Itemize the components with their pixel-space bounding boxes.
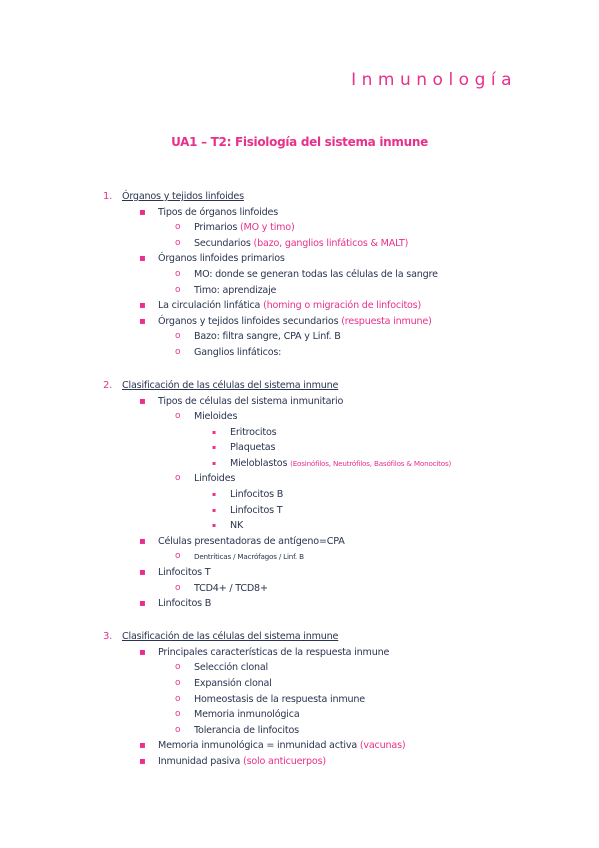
item-text bbox=[158, 645, 389, 661]
item-text bbox=[194, 267, 438, 283]
item-label: Órganos y tejidos linfoides secundarios bbox=[158, 315, 342, 327]
item-text bbox=[194, 549, 304, 565]
item-label: Plaquetas bbox=[230, 442, 276, 454]
list-item bbox=[0, 329, 599, 345]
bullet-icon: ▪ bbox=[139, 206, 146, 218]
item-text bbox=[122, 378, 338, 394]
item-text bbox=[194, 220, 295, 236]
item-label: Mieloides bbox=[194, 411, 238, 423]
list-item bbox=[0, 676, 599, 692]
item-text bbox=[194, 707, 300, 723]
bullet-icon: ▪ bbox=[212, 444, 216, 452]
item-note: (respuesta inmune) bbox=[341, 315, 432, 327]
list-item bbox=[0, 518, 599, 534]
outline-content bbox=[0, 189, 599, 787]
item-label: Tolerancia de linfocitos bbox=[194, 724, 299, 736]
bullet-icon: ▪ bbox=[212, 491, 216, 499]
list-item bbox=[0, 345, 599, 361]
item-text bbox=[194, 692, 365, 708]
item-note: (bazo, ganglios linfáticos & MALT) bbox=[253, 237, 409, 249]
list-item bbox=[0, 267, 599, 283]
bullet-icon: o bbox=[175, 724, 181, 735]
item-label: Secundarios bbox=[194, 237, 254, 249]
item-label: Homeostasis de la respuesta inmune bbox=[194, 693, 365, 705]
item-label: Órganos linfoides primarios bbox=[158, 253, 285, 265]
bullet-icon: ▪ bbox=[139, 253, 146, 265]
item-label: Mieloblastos bbox=[230, 457, 291, 469]
bullet-icon: ▪ bbox=[139, 315, 146, 327]
bullet-icon: o bbox=[175, 662, 181, 673]
list-number: 3. bbox=[103, 631, 113, 643]
list-item bbox=[0, 581, 599, 597]
item-label: Linfocitos T bbox=[158, 567, 211, 579]
item-label: Primarios bbox=[194, 222, 240, 234]
item-note: (solo anticuerpos) bbox=[243, 755, 326, 767]
bullet-icon: o bbox=[175, 222, 181, 233]
list-item bbox=[0, 314, 599, 330]
item-label: Clasificación de las células del sistema inmune bbox=[122, 379, 339, 391]
item-label: NK bbox=[230, 520, 244, 532]
bullet-icon: ▪ bbox=[139, 740, 146, 752]
item-label: La circulación linfática bbox=[158, 300, 264, 312]
item-label: Expansión clonal bbox=[194, 678, 272, 689]
list-item bbox=[0, 534, 599, 550]
item-label: Clasificación de las células del sistema inmune bbox=[122, 631, 339, 643]
list-item bbox=[0, 456, 599, 472]
item-label: Órganos y tejidos linfoides bbox=[122, 191, 244, 202]
section-heading bbox=[0, 378, 599, 394]
item-text bbox=[158, 534, 345, 550]
item-text bbox=[122, 629, 338, 645]
item-text bbox=[194, 345, 281, 361]
bullet-icon: ▪ bbox=[139, 535, 146, 547]
item-text bbox=[158, 754, 326, 770]
bullet-icon: o bbox=[175, 693, 181, 704]
item-label: Selección clonal bbox=[194, 662, 269, 674]
item-text bbox=[158, 314, 432, 330]
outline-section bbox=[0, 189, 599, 361]
bullet-icon: o bbox=[175, 582, 181, 593]
list-item bbox=[0, 440, 599, 456]
item-note: (MO y timo) bbox=[239, 222, 295, 234]
item-text bbox=[122, 189, 244, 205]
list-item bbox=[0, 723, 599, 739]
section-heading bbox=[0, 629, 599, 645]
list-item bbox=[0, 283, 599, 299]
item-text bbox=[194, 471, 235, 487]
bullet-icon: ▪ bbox=[212, 522, 216, 530]
list-number: 1. bbox=[103, 191, 113, 202]
list-item bbox=[0, 549, 599, 565]
item-label: Memoria inmunológica bbox=[194, 709, 300, 721]
item-label: Tipos de células del sistema inmunitario bbox=[158, 395, 344, 407]
document-subtitle bbox=[0, 135, 599, 149]
item-note: (Eosinófilos, Neutrófilos, Basófilos & Monocitos) bbox=[290, 458, 452, 468]
item-text bbox=[158, 394, 343, 410]
list-item bbox=[0, 692, 599, 708]
list-item bbox=[0, 487, 599, 503]
item-text bbox=[158, 298, 421, 314]
list-item bbox=[0, 251, 599, 267]
outline-section bbox=[0, 378, 599, 612]
item-text bbox=[230, 425, 276, 441]
bullet-icon: o bbox=[175, 237, 181, 248]
item-label: Linfocitos T bbox=[230, 504, 283, 516]
bullet-icon: o bbox=[175, 346, 181, 357]
bullet-icon: ▪ bbox=[139, 598, 146, 610]
item-note: (homing o migración de linfocitos) bbox=[263, 300, 422, 312]
outline-section bbox=[0, 629, 599, 769]
item-label: Dentríticas / Macrófagos / Linf. B bbox=[194, 552, 304, 562]
item-text bbox=[194, 329, 341, 345]
bullet-icon: o bbox=[175, 284, 181, 295]
list-item bbox=[0, 298, 599, 314]
bullet-icon: o bbox=[175, 331, 181, 342]
item-text bbox=[158, 565, 210, 581]
item-label: Timo: aprendizaje bbox=[194, 284, 277, 296]
item-text bbox=[194, 236, 408, 252]
bullet-icon: ▪ bbox=[212, 428, 216, 436]
list-item bbox=[0, 596, 599, 612]
item-note: (vacunas) bbox=[359, 740, 406, 752]
bullet-icon: ▪ bbox=[139, 646, 146, 658]
list-item bbox=[0, 503, 599, 519]
list-item bbox=[0, 220, 599, 236]
list-item bbox=[0, 205, 599, 221]
item-label: TCD4+ / TCD8+ bbox=[194, 582, 268, 594]
bullet-icon: ▪ bbox=[139, 567, 146, 579]
bullet-icon: o bbox=[175, 268, 181, 279]
list-item bbox=[0, 738, 599, 754]
bullet-icon: ▪ bbox=[212, 459, 216, 467]
list-item bbox=[0, 707, 599, 723]
bullet-icon: ▪ bbox=[139, 300, 146, 312]
item-label: Linfocitos B bbox=[230, 489, 284, 501]
bullet-icon: ▪ bbox=[212, 506, 216, 514]
bullet-icon: o bbox=[175, 551, 181, 562]
list-item bbox=[0, 425, 599, 441]
list-item bbox=[0, 471, 599, 487]
list-item bbox=[0, 409, 599, 425]
item-label: Células presentadoras de antígeno=CPA bbox=[158, 535, 345, 547]
bullet-icon: o bbox=[175, 678, 181, 688]
list-item bbox=[0, 394, 599, 410]
item-text bbox=[158, 738, 405, 754]
item-label: Ganglios linfáticos: bbox=[194, 346, 282, 358]
item-text bbox=[194, 283, 276, 299]
item-text bbox=[230, 518, 243, 534]
section-heading bbox=[0, 189, 599, 205]
subtitle-label: Fisiología del sistema inmune bbox=[235, 135, 428, 149]
item-label: Memoria inmunológica = inmunidad activa bbox=[158, 740, 360, 752]
item-text bbox=[230, 487, 283, 503]
item-label: Linfoides bbox=[194, 473, 236, 485]
item-text bbox=[194, 723, 299, 739]
item-label: Linfocitos B bbox=[158, 598, 212, 610]
bullet-icon: ▪ bbox=[139, 755, 146, 767]
item-text bbox=[230, 456, 451, 472]
item-text bbox=[194, 581, 268, 597]
item-label: Bazo: filtra sangre, CPA y Linf. B bbox=[194, 331, 341, 343]
item-text bbox=[158, 251, 285, 267]
list-item bbox=[0, 660, 599, 676]
item-text bbox=[194, 676, 272, 692]
list-item bbox=[0, 754, 599, 770]
item-label: Inmunidad pasiva bbox=[158, 755, 244, 767]
bullet-icon: ▪ bbox=[139, 395, 146, 407]
bullet-icon: o bbox=[175, 473, 181, 484]
item-text bbox=[194, 660, 268, 676]
list-number: 2. bbox=[103, 379, 113, 391]
item-text bbox=[194, 409, 237, 425]
item-label: Principales características de la respuesta inmune bbox=[158, 646, 390, 658]
item-label: Eritrocitos bbox=[230, 426, 277, 438]
item-text bbox=[230, 440, 275, 456]
item-text bbox=[230, 503, 282, 519]
item-text bbox=[158, 205, 278, 221]
subtitle-code: UA1 – T2: bbox=[171, 135, 232, 149]
bullet-icon: o bbox=[175, 411, 181, 422]
page-title: Inmunología bbox=[351, 70, 517, 90]
bullet-icon: o bbox=[175, 709, 181, 720]
list-item bbox=[0, 645, 599, 661]
list-item bbox=[0, 236, 599, 252]
list-item bbox=[0, 565, 599, 581]
item-label: Tipos de órganos linfoides bbox=[158, 206, 279, 218]
item-label: MO: donde se generan todas las células de la sangre bbox=[194, 268, 438, 280]
item-text bbox=[158, 596, 211, 612]
